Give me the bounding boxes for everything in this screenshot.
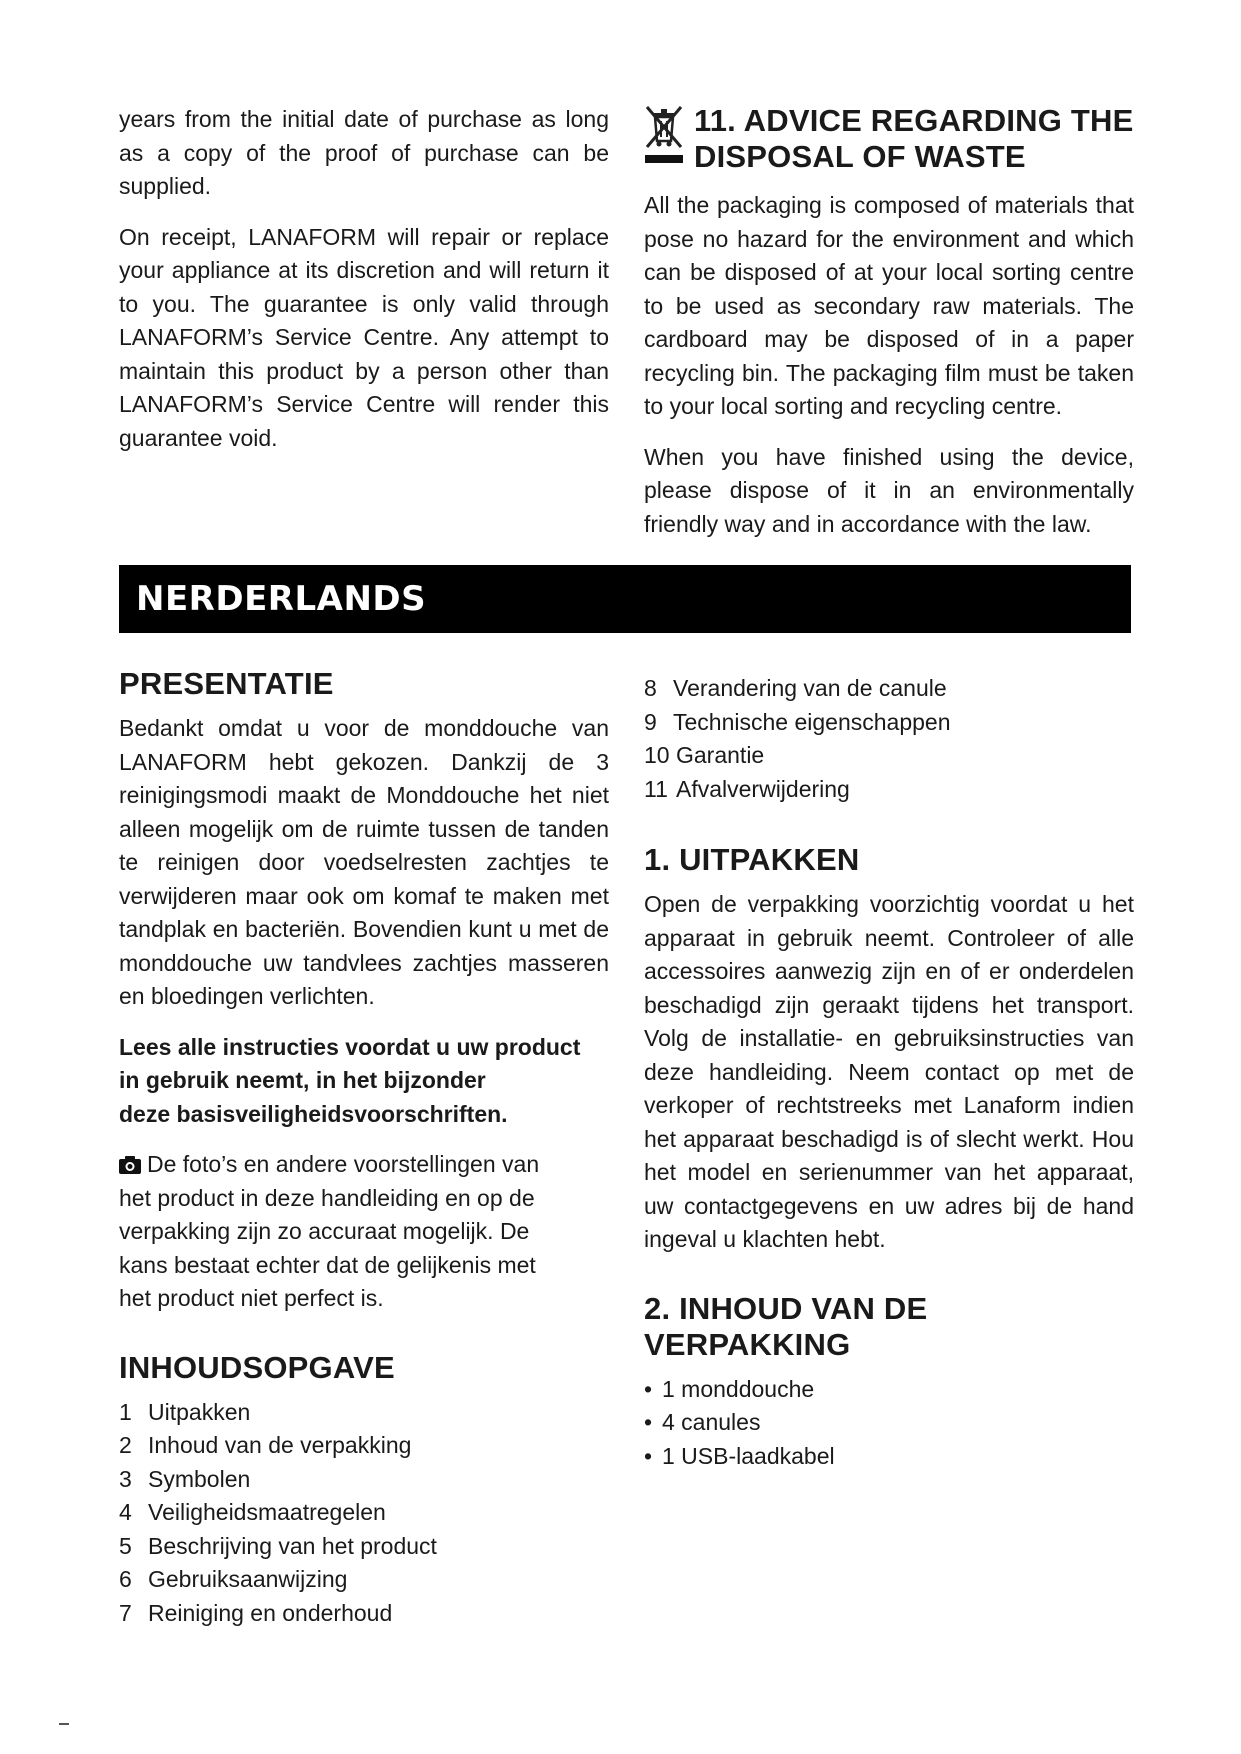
toc-item: 1 Uitpakken [119, 1398, 251, 1425]
toc-item: 9 Technische eigenschappen [644, 708, 951, 735]
toc-item: 6 Gebruiksaanwijzing [119, 1566, 348, 1592]
inhoud-list [644, 1373, 1134, 1474]
toc-item: 7 Reiniging en onderhoud [119, 1599, 393, 1626]
crossed-out-bin-icon [644, 103, 684, 167]
guarantee-paragraph-1: years from the initial date of purchase as long as a copy of the proof of purchase can be supplied. [119, 106, 609, 199]
disposal-paragraph-2: When you have finished using the device, please dispose of it in an environmentally friendly way and in accordance with the law. [644, 443, 1134, 537]
guarantee-column [119, 103, 609, 455]
presentatie-column [119, 666, 609, 1630]
photo-note-text: De foto’s en andere voorstellingen van het product in deze handleiding en op de verpakking zijn zo accuraat mogelijk. De kans bestaat echter dat de gelijkenis met het product niet perfect is. [119, 1151, 540, 1311]
uitpakken-title: 1. UITPAKKEN [644, 842, 860, 877]
guarantee-paragraph-2: On receipt, LANAFORM will repair or replace your appliance at its discretion and will return it to you. The guarantee is only valid through LANAFORM’s Service Centre. Any attempt to maintain this product by a person other than LANAFORM’s Service Centre will render this guarantee void. [119, 223, 609, 451]
presentatie-paragraph: Bedankt omdat u voor de monddouche van LANAFORM hebt gekozen. Dankzij de 3 reinigingsmodi maakt de Monddouche het niet alleen mogelijk om de ruimte tussen de tanden te reinigen door voedselresten zachtjes te verwijderen maar ook om komaf te maken met tandplak en bacteriën. Bovendien kunt u met de monddouche uw tandvlees zachtjes masseren en bloedingen verlichten. [119, 715, 609, 1009]
list-item: • 4 canules [644, 1409, 761, 1435]
list-item: • 1 USB-laadkabel [644, 1442, 835, 1469]
uitpakken-paragraph: Open de verpakking voorzichtig voordat u het apparaat in gebruik neemt. Controleer of alle accessoires aanwezig zijn en of er onderdelen beschadigd zijn geraakt tijdens het transport. Volg de installatie- en gebruiksinstructies van deze handleiding. Neem contact op met de verkoper of rechtstreeks met Lanaform indien het apparaat beschadigd is of slecht werkt. Hou het model en serienummer van het apparaat, uw contactgegevens en uw adres bij de hand ingeval u klachten hebt. [644, 891, 1134, 1252]
toc-item: 3 Symbolen [119, 1465, 251, 1492]
disposal-column [644, 103, 1134, 541]
disposal-paragraph-1: All the packaging is composed of materials that pose no hazard for the environment and which can be disposed of at your local sorting centre to be used as secondary raw materials. The cardboard may be disposed of in a paper recycling bin. The packaging film must be taken to your local sorting and recycling centre. [644, 192, 1134, 419]
disposal-heading [644, 103, 1134, 175]
disposal-title [694, 103, 1133, 175]
camera-icon [119, 1156, 141, 1174]
toc-item: 10 Garantie [644, 742, 765, 768]
toc-item: 2 Inhoud van de verpakking [119, 1432, 412, 1458]
toc-item: 8 Verandering van de canule [644, 675, 947, 701]
right-bottom-column [644, 672, 1134, 1473]
safety-notice-line-3: deze basisveiligheidsvoorschriften. [119, 1100, 508, 1127]
safety-notice-line-1: Lees alle instructies voordat u uw product [119, 1033, 581, 1060]
page-mark [59, 1723, 69, 1725]
list-item: • 1 monddouche [644, 1375, 815, 1402]
safety-notice [119, 1031, 609, 1132]
language-banner: NERDERLANDS [119, 565, 1131, 633]
toc-item: 11 Afvalverwijdering [644, 775, 850, 802]
disposal-title-line-2: DISPOSAL OF WASTE [694, 139, 1026, 174]
toc-item: 4 Veiligheidsmaatregelen [119, 1499, 386, 1525]
safety-notice-line-2: in gebruik neemt, in het bijzonder [119, 1067, 486, 1093]
toc-list-part-2 [644, 672, 1134, 806]
inhoud-title: 2. INHOUD VAN DE VERPAKKING [644, 1290, 928, 1362]
presentatie-title: PRESENTATIE [119, 666, 334, 701]
inhoudsopgave-title: INHOUDSOPGAVE [119, 1349, 395, 1385]
toc-item: 5 Beschrijving van het product [119, 1532, 437, 1559]
photo-note [119, 1148, 609, 1316]
toc-list-part-1 [119, 1396, 609, 1631]
disposal-title-line-1: 11. ADVICE REGARDING THE [694, 103, 1134, 138]
